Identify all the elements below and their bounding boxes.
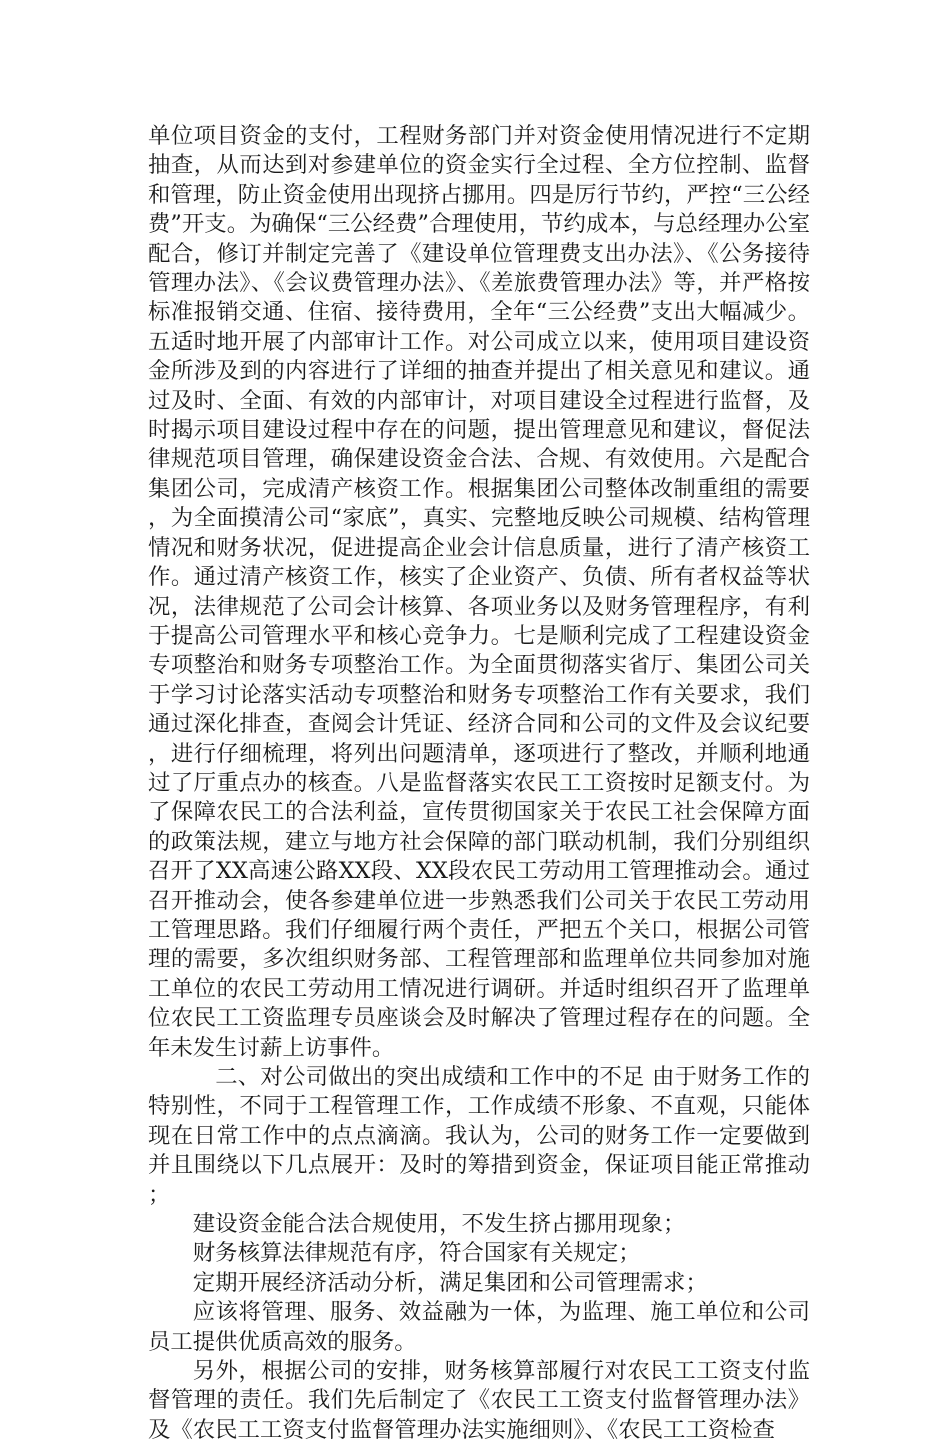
paragraph-accounting-norms: 财务核算法律规范有序，符合国家有关规定； (192, 1240, 641, 1267)
paragraph-legal-use: 建设资金能合法合规使用，不发生挤占挪用现象； (192, 1211, 686, 1238)
paragraph-service: 应该将管理、服务、效益融为一体，为监理、施工单位和公司员工提供优质高效的服务。 (148, 1299, 810, 1355)
document-body (148, 122, 810, 1445)
paragraph-wage-supervision: 另外，根据公司的安排，财务核算部履行对农民工工资支付监督管理的责任。我们先后制定了《农民工工资支付监督管理办法》及《农民工工资支付监督管理办法实施细则》、《农民工工资检查 (148, 1358, 810, 1443)
paragraph-economic-analysis: 定期开展经济活动分析，满足集团和公司管理需求； (192, 1269, 708, 1296)
paragraph-achievements-heading: 二、对公司做出的突出成绩和工作中的不足 由于财务工作的特别性，不同于工程管理工作，工作成绩不形象、不直观，只能体现在日常工作中的点点滴滴。我认为，公司的财务工作一定要做到并且围绕以下几点展开：及时的筹措到资金，保证项目能正常推动； (148, 1064, 810, 1208)
paragraph-audit-work: 单位项目资金的支付，工程财务部门并对资金使用情况进行不定期抽查，从而达到对参建单位的资金实行全过程、全方位控制、监督和管理，防止资金使用出现挤占挪用。四是厉行节约，严控“三公经费”开支。为确保“三公经费”合理使用，节约成本，与总经理办公室配合，修订并制定完善了《建设单位管理费支出办法》、《公务接待管理办法》、《会议费管理办法》、《差旅费管理办法》等，并严格按标准报销交通、住宿、接待费用，全年“三公经费”支出大幅减少。五适时地开展了内部审计工作。对公司成立以来，使用项目建设资金所涉及到的内容进行了详细的抽查并提出了相关意见和建议。通过及时、全面、有效的内部审计，对项目建设全过程进行监督，及时揭示项目建设过程中存在的问题，提出管理意见和建议，督促法律规范项目管理，确保建设资金合法、合规、有效使用。六是配合集团公司，完成清产核资工作。根据集团公司整体改制重组的需要，为全面摸清公司“家底”，真实、完整地反映公司规模、结构管理情况和财务状况，促进提高企业会计信息质量，进行了清产核资工作。通过清产核资工作，核实了企业资产、负债、所有者权益等状况，法律规范了公司会计核算、各项业务以及财务管理程序，有利于提高公司管理水平和核心竞争力。七是顺利完成了工程建设资金专项整治和财务专项整治工作。为全面贯彻落实省厅、集团公司关于学习讨论落实活动专项整治和财务专项整治工作有关要求，我们通过深化排查，查阅会计凭证、经济合同和公司的文件及会议纪要，进行仔细梳理，将列出问题清单，逐项进行了整改，并顺利地通过了厅重点办的核查。八是监督落实农民工工资按时足额支付。为了保障农民工的合法利益，宣传贯彻国家关于农民工社会保障方面的政策法规，建立与地方社会保障的部门联动机制，我们分别组织召开了XX高速公路XX段、XX段农民工劳动用工管理推动会。通过召开推动会，使各参建单位进一步熟悉我们公司关于农民工劳动用工管理思路。我们仔细履行两个责任，严把五个关口，根据公司管理的需要，多次组织财务部、工程管理部和监理单位共同参加对施工单位的农民工劳动用工情况进行调研。并适时组织召开了监理单位农民工工资监理专员座谈会及时解决了管理过程存在的问题。全年未发生讨薪上访事件。 (148, 123, 810, 1061)
